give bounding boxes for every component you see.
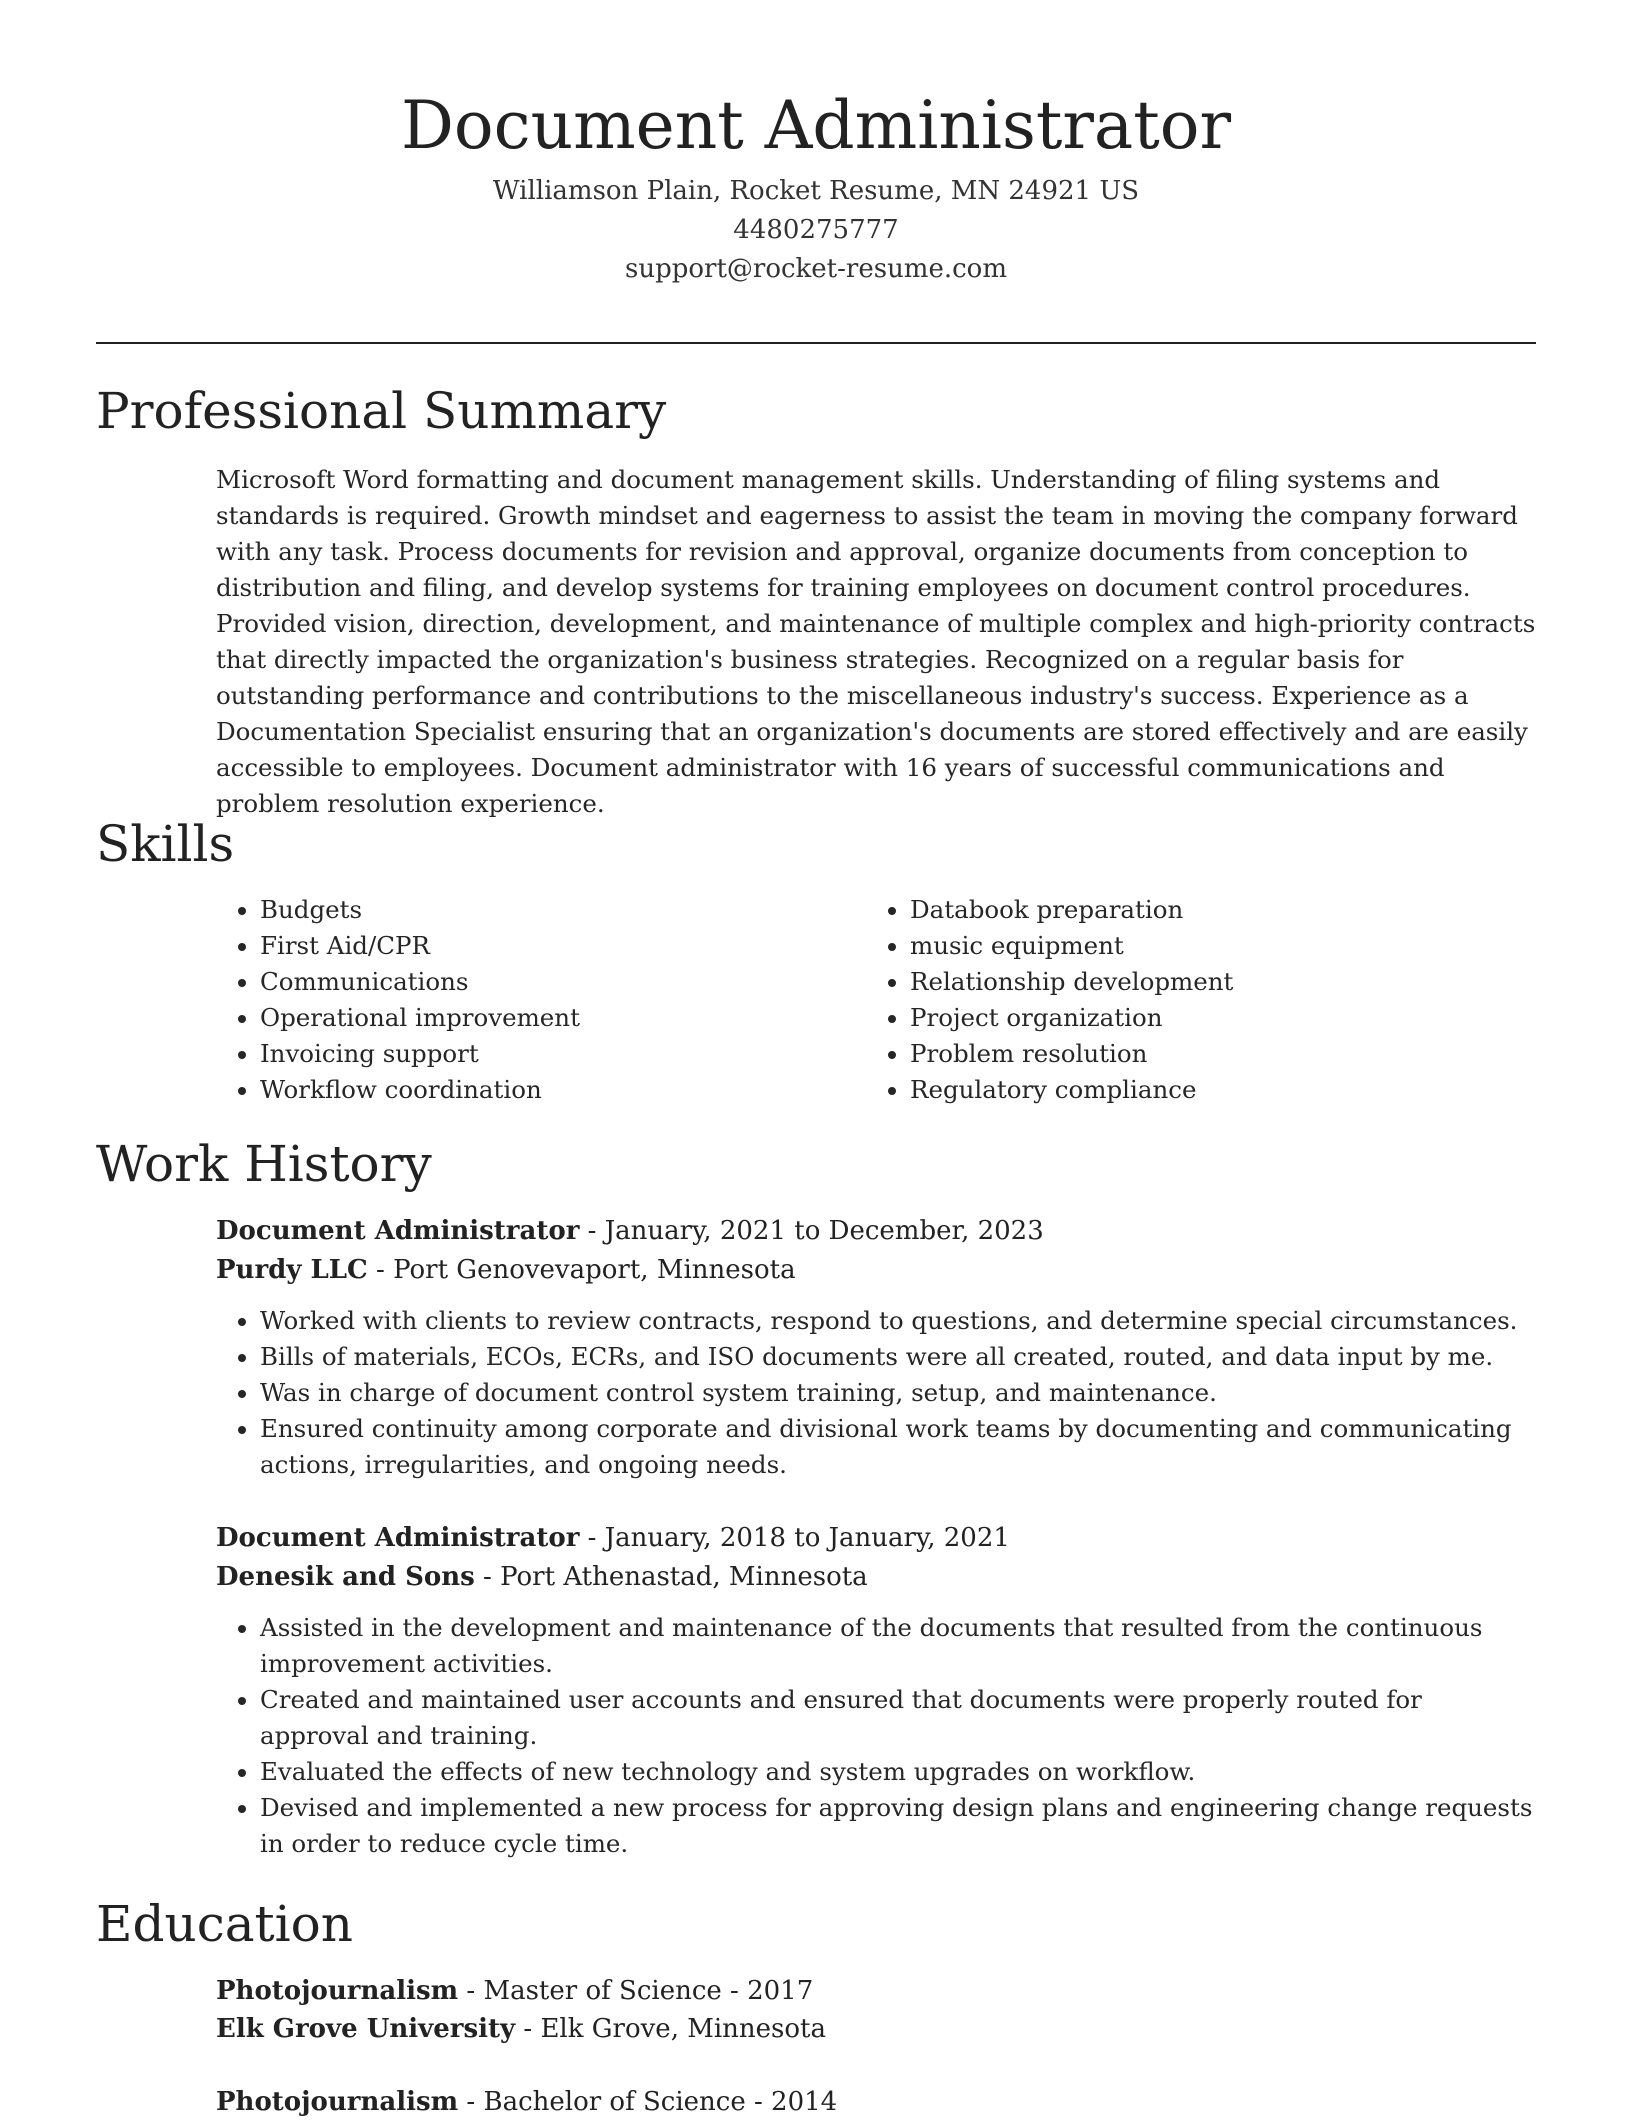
job-bullet: • Bills of materials, ECOs, ECRs, and ISO documents were all created, routed, and data input by me. xyxy=(260,1339,1536,1375)
skill-item: • Operational improvement xyxy=(260,1000,866,1036)
skill-item: • music equipment xyxy=(910,928,1516,964)
skill-item: • Regulatory compliance xyxy=(910,1072,1516,1108)
job-bullet: • Assisted in the development and maintenance of the documents that resulted from the continuous improvement activities. xyxy=(260,1610,1536,1682)
skills-column-left xyxy=(216,892,866,1108)
summary-block xyxy=(216,462,1536,822)
job-dates: - January, 2021 to December, 2023 xyxy=(579,1216,1044,1246)
education-entry xyxy=(216,1972,1536,2048)
job-entry xyxy=(216,1519,1536,1862)
job-bullet-list xyxy=(216,1303,1536,1483)
summary-text: Microsoft Word formatting and document management skills. Understanding of filing systems and standards is required. Growth mindset and eagerness to assist the team in moving the company forward with any task. Process documents for revision and approval, organize documents from conception to distribution and filing, and develop systems for training employees on document control procedures. Provided vision, direction, development, and maintenance of multiple complex and high-priority contracts that directly impacted the organization's business strategies. Recognized on a regular basis for outstanding performance and contributions to the miscellaneous industry's success. Experience as a Documentation Specialist ensuring that an organization's documents are stored effectively and are easily accessible to employees. Document administrator with 16 years of successful communications and problem resolution experience. xyxy=(216,465,1536,818)
resume-header xyxy=(96,80,1536,289)
skills-list xyxy=(216,892,1536,1108)
job-location: - Port Athenastad, Minnesota xyxy=(474,1562,868,1592)
job-company: Purdy LLC xyxy=(216,1255,368,1285)
job-company-line xyxy=(216,1251,1536,1290)
job-company: Denesik and Sons xyxy=(216,1562,475,1592)
education-school: Elk Grove University xyxy=(216,2014,516,2044)
skill-item: • First Aid/CPR xyxy=(260,928,866,964)
education-degree: - Bachelor of Science - 2014 xyxy=(458,2087,838,2117)
skill-item: • Communications xyxy=(260,964,866,1000)
skill-item: • Databook preparation xyxy=(910,892,1516,928)
job-bullet: • Created and maintained user accounts and ensured that documents were properly routed for approval and training. xyxy=(260,1682,1536,1754)
job-location: - Port Genovevaport, Minnesota xyxy=(367,1255,796,1285)
contact-phone: 4480275777 xyxy=(733,215,899,245)
skill-item: • Budgets xyxy=(260,892,866,928)
education-field: Photojournalism xyxy=(216,1976,459,2006)
job-dates: - January, 2018 to January, 2021 xyxy=(579,1523,1010,1553)
skill-item: • Problem resolution xyxy=(910,1036,1516,1072)
skill-item: • Invoicing support xyxy=(260,1036,866,1072)
job-title: Document Administrator xyxy=(216,1216,580,1246)
section-title-education: Education xyxy=(96,1895,353,1953)
education-degree-line xyxy=(216,2083,1536,2121)
job-title: Document Administrator xyxy=(216,1523,580,1553)
job-company-line xyxy=(216,1558,1536,1597)
education-degree-line xyxy=(216,1972,1536,2010)
candidate-name: Document Administrator xyxy=(400,87,1232,164)
job-title-line xyxy=(216,1212,1536,1251)
job-entry xyxy=(216,1212,1536,1483)
section-title-work: Work History xyxy=(96,1135,432,1193)
education-entry xyxy=(216,2083,1536,2121)
education-field: Photojournalism xyxy=(216,2087,459,2117)
job-bullet: • Worked with clients to review contracts, respond to questions, and determine special circumstances. xyxy=(260,1303,1536,1339)
education-location: - Elk Grove, Minnesota xyxy=(515,2014,826,2044)
education-school-line xyxy=(216,2010,1536,2048)
job-bullet: • Evaluated the effects of new technology and system upgrades on workflow. xyxy=(260,1754,1536,1790)
education-degree: - Master of Science - 2017 xyxy=(458,1976,814,2006)
contact-address: Williamson Plain, Rocket Resume, MN 24921 US xyxy=(492,176,1140,206)
header-divider xyxy=(96,342,1536,344)
job-title-line xyxy=(216,1519,1536,1558)
skills-column-right xyxy=(866,892,1516,1108)
job-bullet: • Was in charge of document control system training, setup, and maintenance. xyxy=(260,1375,1536,1411)
job-bullet-list xyxy=(216,1610,1536,1862)
job-bullet: • Devised and implemented a new process for approving design plans and engineering change requests in order to reduce cycle time. xyxy=(260,1790,1536,1862)
job-bullet: • Ensured continuity among corporate and divisional work teams by documenting and communicating actions, irregularities, and ongoing needs. xyxy=(260,1411,1536,1483)
skill-item: • Project organization xyxy=(910,1000,1516,1036)
skill-item: • Workflow coordination xyxy=(260,1072,866,1108)
contact-email: support@rocket-resume.com xyxy=(624,254,1007,284)
section-title-summary: Professional Summary xyxy=(96,382,667,440)
skill-item: • Relationship development xyxy=(910,964,1516,1000)
section-title-skills: Skills xyxy=(96,815,235,873)
